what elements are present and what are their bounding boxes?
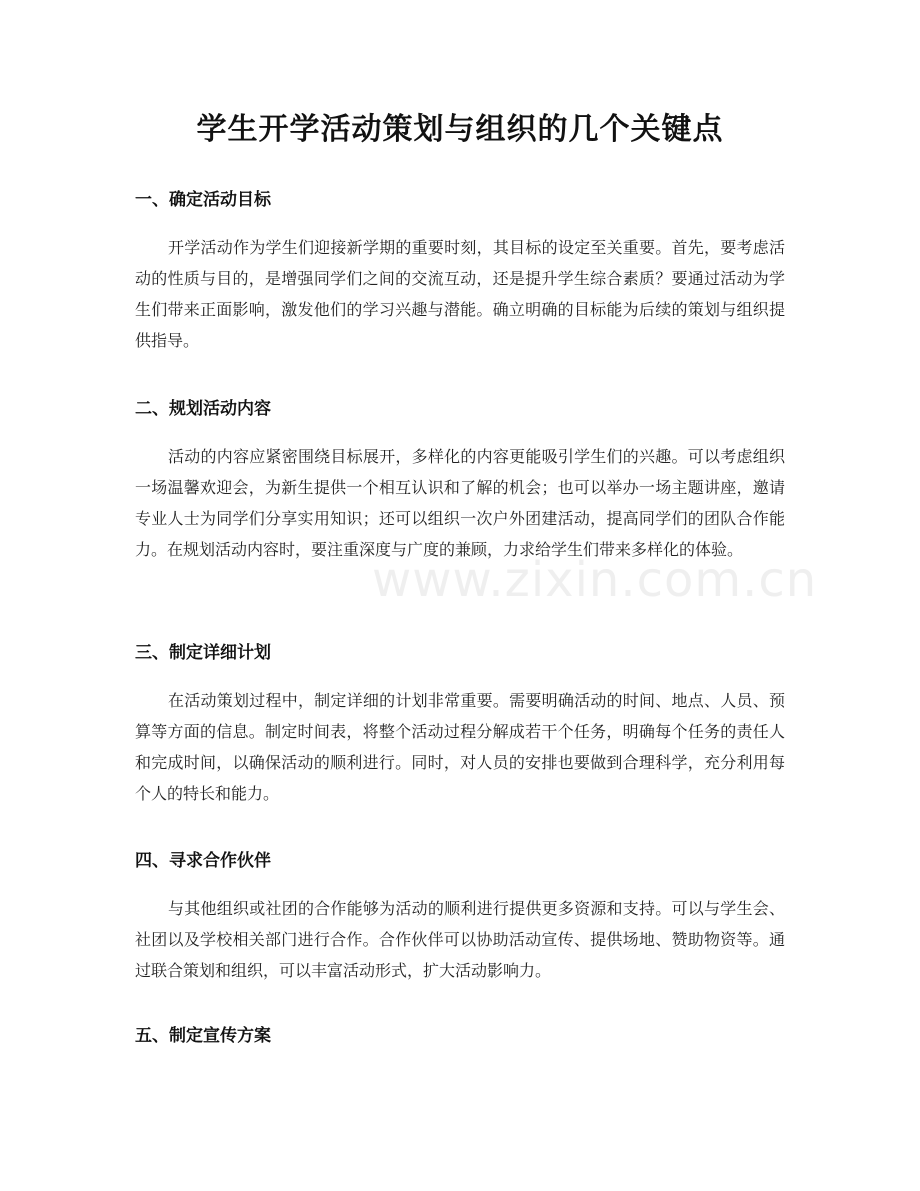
section-heading: 三、制定详细计划	[135, 643, 271, 663]
section-paragraph: 在活动策划过程中，制定详细的计划非常重要。需要明确活动的时间、地点、人员、预算等方面的信息。制定时间表，将整个活动过程分解成若干个任务，明确每个任务的责任人和完成时间，以确保活动的顺利进行。同时，对人员的安排也要做到合理科学，充分利用每个人的特长和能力。	[135, 691, 785, 803]
watermark: www.zixin.com.cn	[372, 552, 818, 608]
section-heading: 一、确定活动目标	[135, 190, 271, 210]
section-heading: 四、寻求合作伙伴	[135, 851, 271, 871]
section-heading: 五、制定宣传方案	[135, 1026, 271, 1046]
section-heading: 二、规划活动内容	[135, 399, 271, 419]
section-goal	[135, 188, 785, 356]
document-title: 学生开学活动策划与组织的几个关键点	[196, 112, 724, 147]
section-paragraph: 开学活动作为学生们迎接新学期的重要时刻，其目标的设定至关重要。首先，要考虑活动的性质与目的，是增强同学们之间的交流互动，还是提升学生综合素质？要通过活动为学生们带来正面影响，激发他们的学习兴趣与潜能。确立明确的目标能为后续的策划与组织提供指导。	[135, 238, 785, 350]
section-promotion	[135, 1024, 785, 1068]
section-paragraph: 活动的内容应紧密围绕目标展开，多样化的内容更能吸引学生们的兴趣。可以考虑组织一场温馨欢迎会，为新生提供一个相互认识和了解的机会；也可以举办一场主题讲座，邀请专业人士为同学们分享实用知识；还可以组织一次户外团建活动，提高同学们的团队合作能力。在规划活动内容时，要注重深度与广度的兼顾，力求给学生们带来多样化的体验。	[135, 447, 785, 559]
section-content	[135, 397, 785, 565]
section-plan	[135, 641, 785, 809]
section-partners	[135, 849, 785, 986]
section-paragraph: 与其他组织或社团的合作能够为活动的顺利进行提供更多资源和支持。可以与学生会、社团以及学校相关部门进行合作。合作伙伴可以协助活动宣传、提供场地、赞助物资等。通过联合策划和组织，可以丰富活动形式，扩大活动影响力。	[135, 899, 785, 980]
